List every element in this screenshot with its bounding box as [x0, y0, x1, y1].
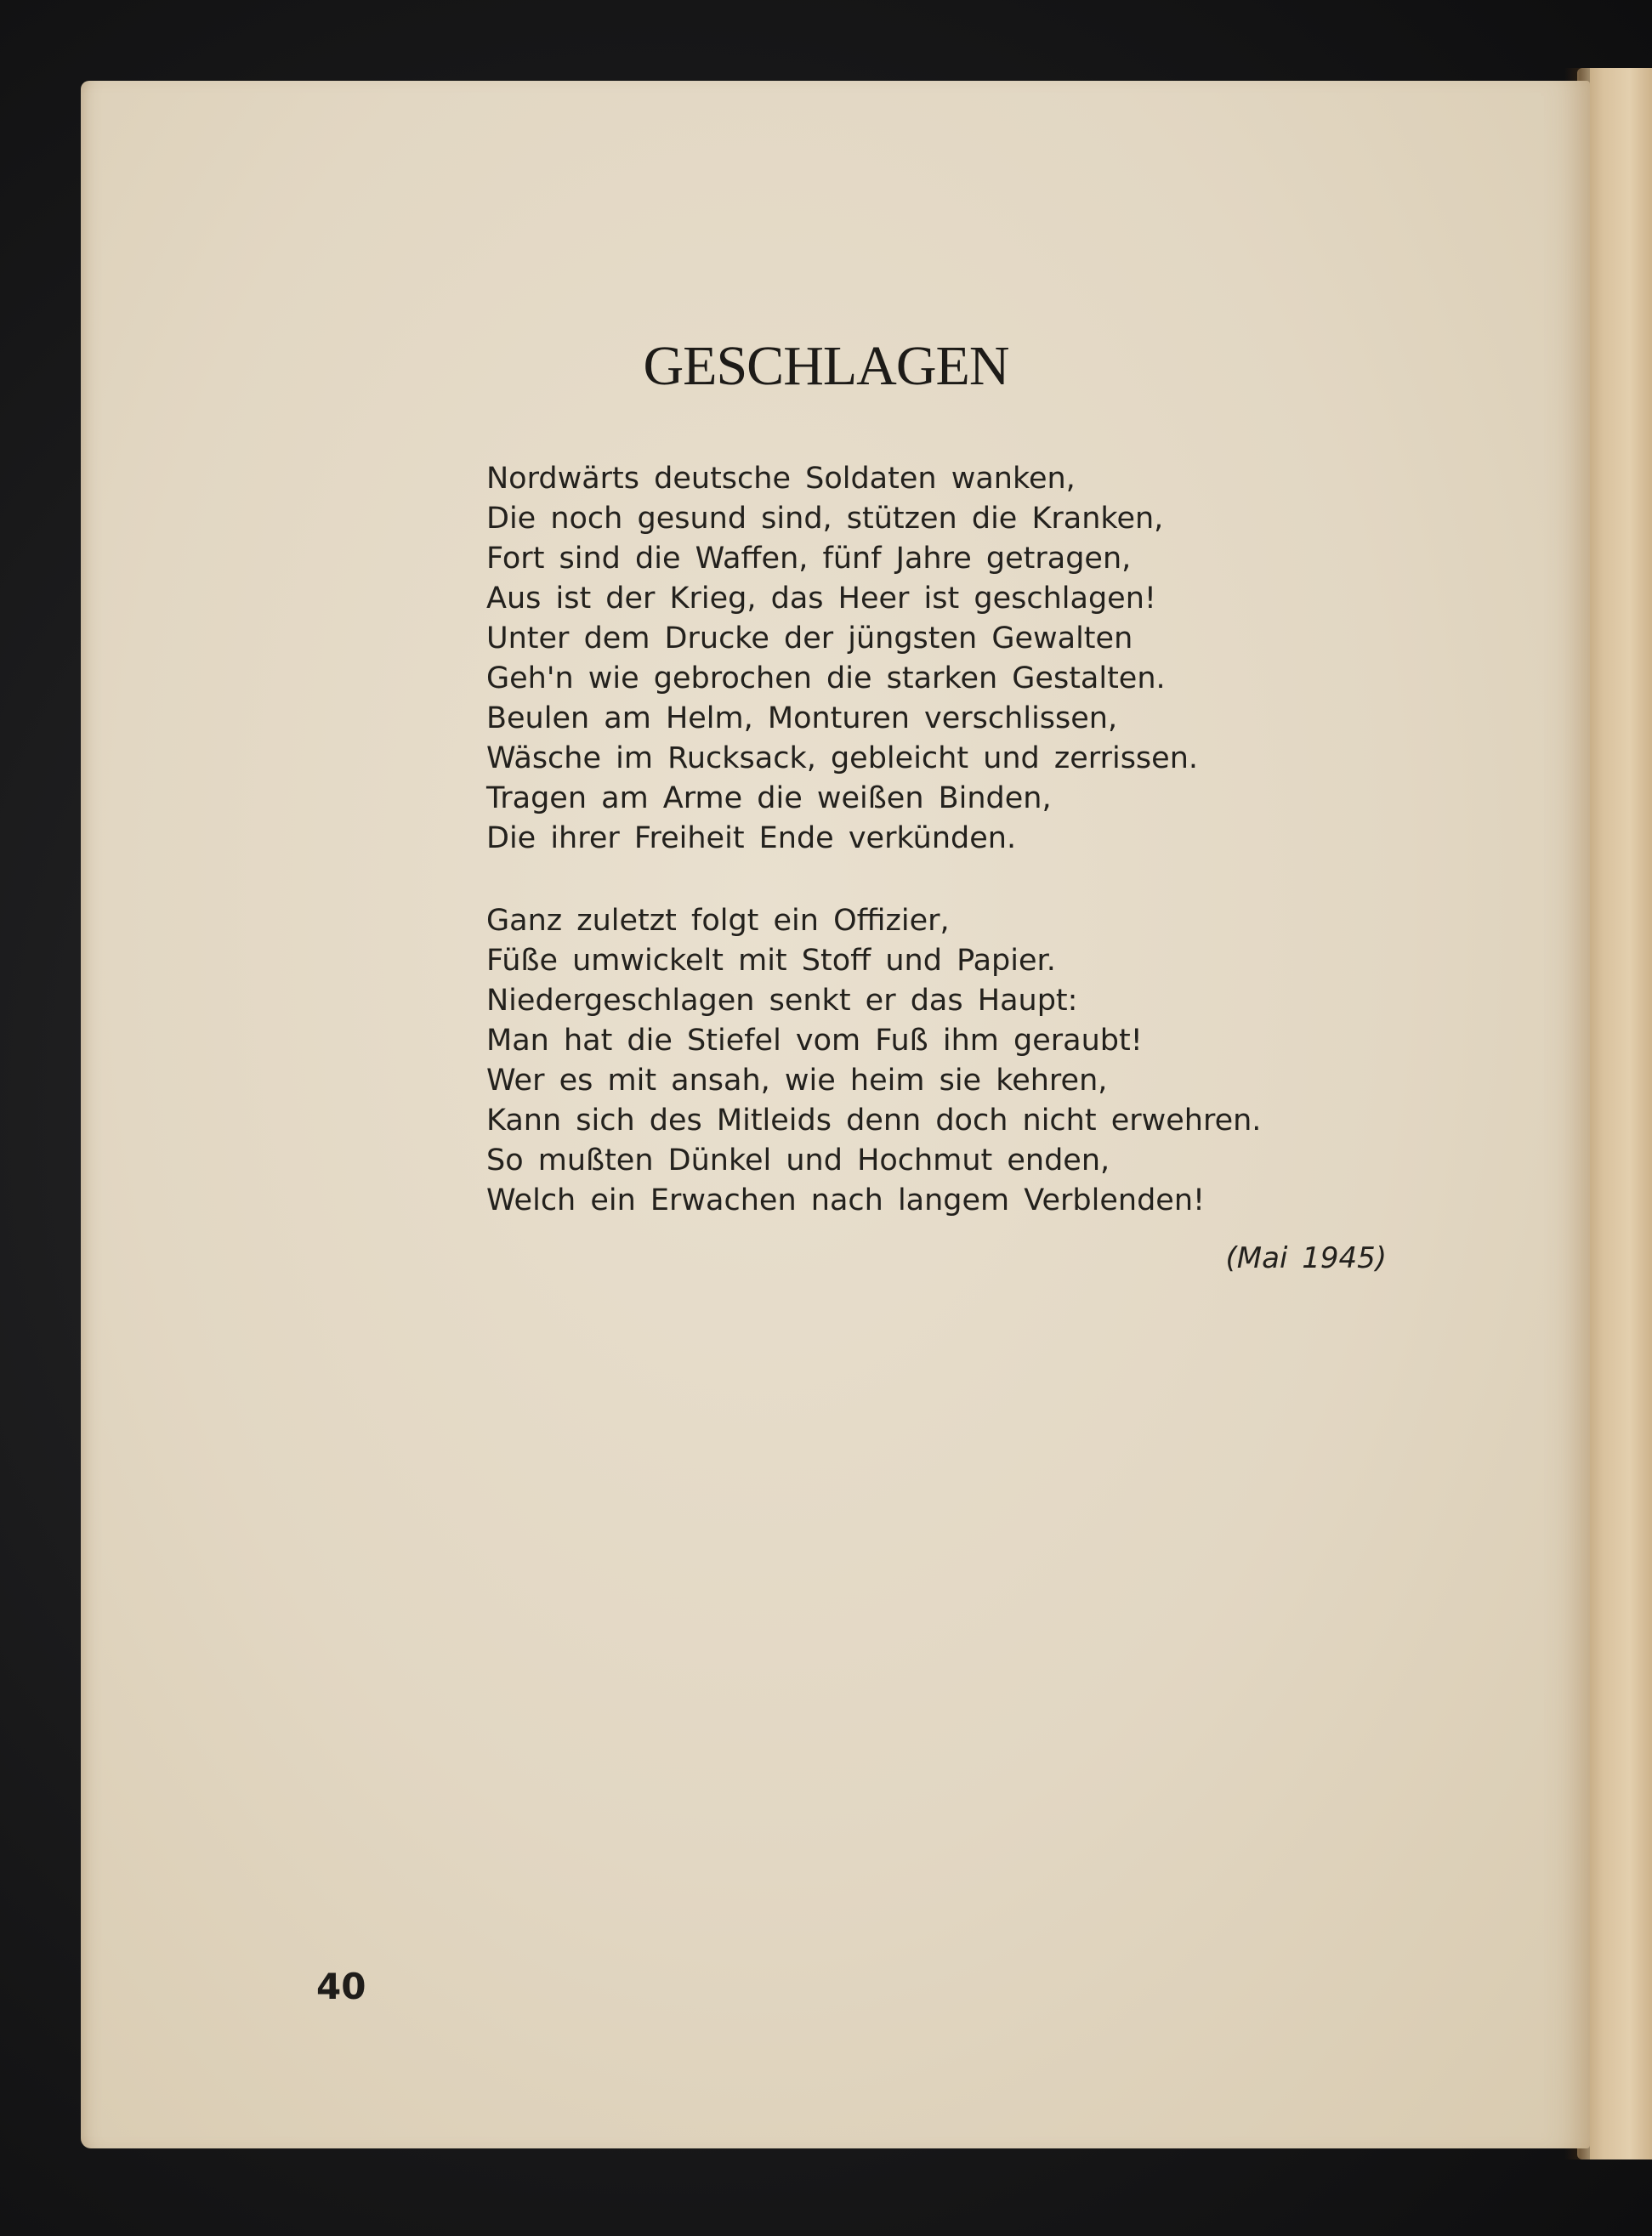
- poem-line: Nordwärts deutsche Soldaten wanken,: [486, 462, 1076, 496]
- poem-line: Die noch gesund sind, stützen die Kranken,: [486, 502, 1164, 536]
- poem-line: Aus ist der Krieg, das Heer ist geschlagen!: [486, 582, 1156, 616]
- poem-line: Man hat die Stiefel vom Fuß ihm geraubt!: [486, 1024, 1143, 1058]
- poem-line: So mußten Dünkel und Hochmut enden,: [486, 1144, 1110, 1178]
- poem-line: Welch ein Erwachen nach langem Verblenden!: [486, 1183, 1206, 1217]
- poem-date: (Mai 1945): [1225, 1241, 1387, 1275]
- poem-line: Beulen am Helm, Monturen verschlissen,: [486, 701, 1118, 735]
- stanza-1: [486, 459, 1198, 859]
- poem-line: Ganz zuletzt folgt ein Offizier,: [486, 904, 950, 938]
- page-number: 40: [316, 1966, 366, 2007]
- poem-line: Niedergeschlagen senkt er das Haupt:: [486, 984, 1078, 1018]
- poem-line: Wäsche im Rucksack, gebleicht und zerrissen.: [486, 741, 1198, 775]
- poem-line: Füße umwickelt mit Stoff und Papier.: [486, 944, 1056, 978]
- poem-line: Unter dem Drucke der jüngsten Gewalten: [486, 621, 1133, 655]
- poem-line: Tragen am Arme die weißen Binden,: [486, 781, 1052, 815]
- poem-line: Die ihrer Freiheit Ende verkünden.: [486, 821, 1017, 855]
- poem-line: Kann sich des Mitleids denn doch nicht erwehren.: [486, 1104, 1262, 1138]
- poem-line: Wer es mit ansah, wie heim sie kehren,: [486, 1064, 1108, 1098]
- poem-line: Geh'n wie gebrochen die starken Gestalten.: [486, 661, 1166, 695]
- stanza-2: [486, 901, 1261, 1221]
- poem-line: Fort sind die Waffen, fünf Jahre getragen,: [486, 542, 1132, 576]
- poem-title: GESCHLAGEN: [643, 335, 1009, 397]
